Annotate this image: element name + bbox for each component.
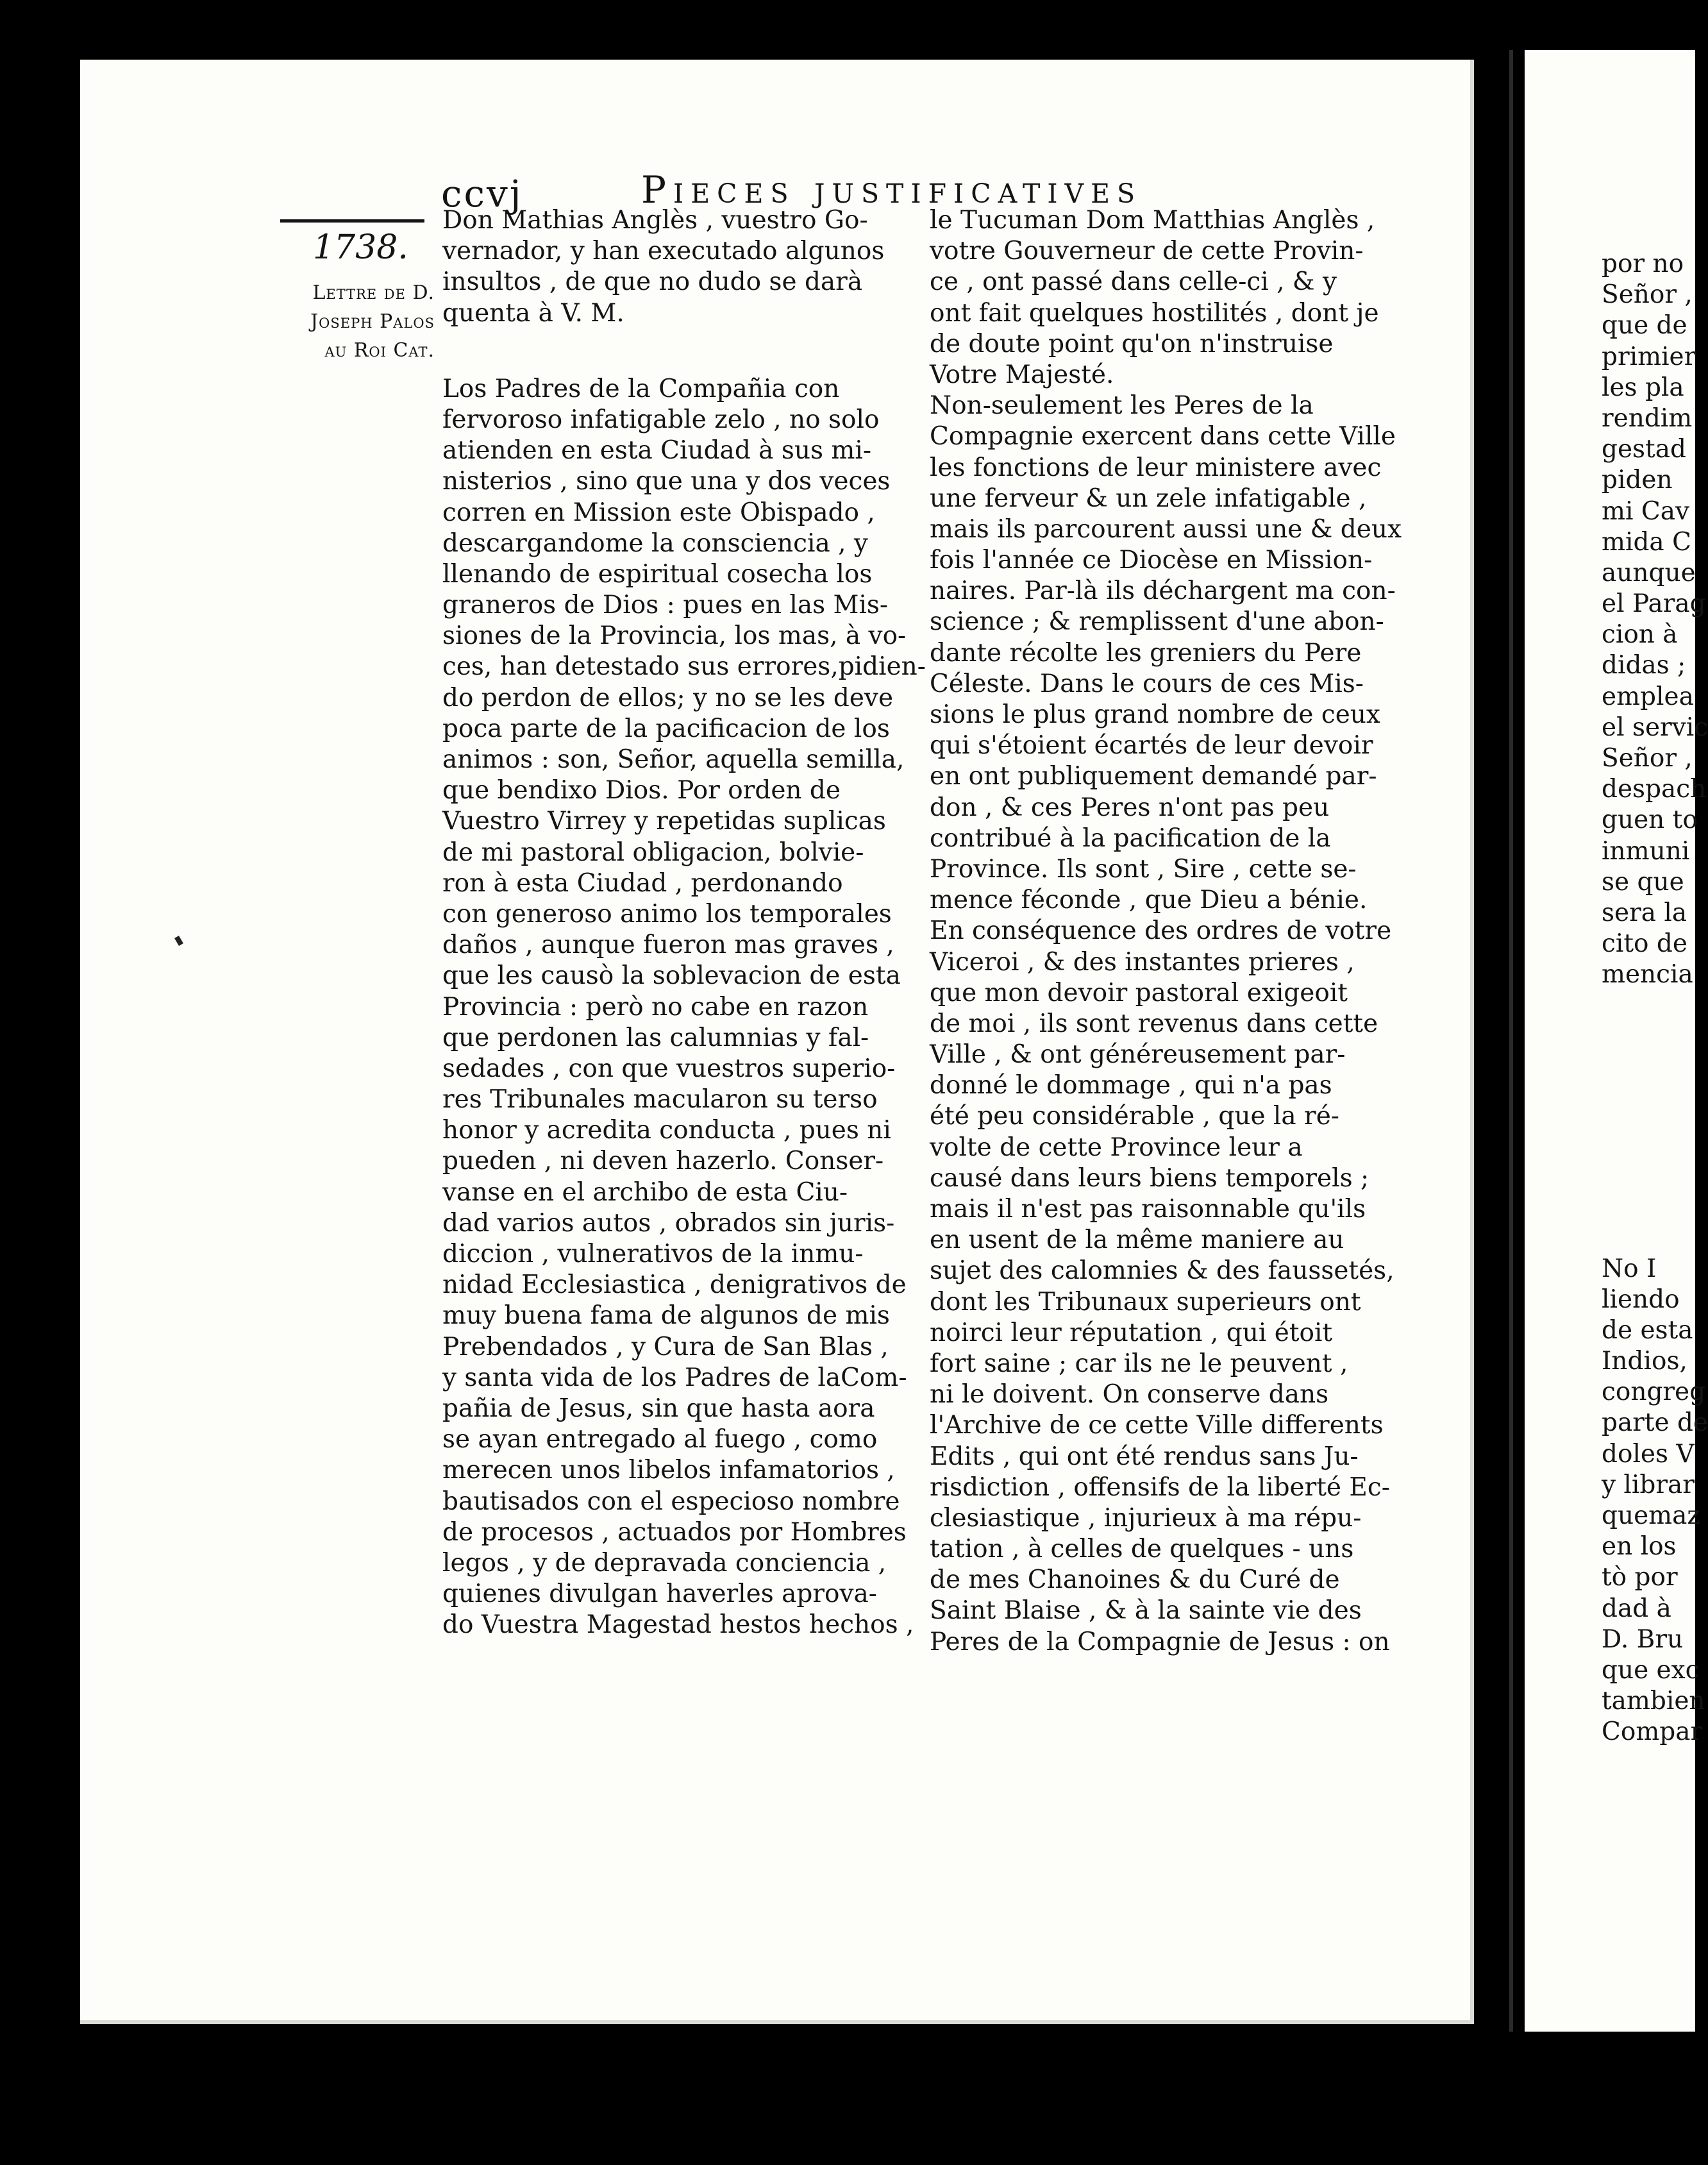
- right-page-text-line: que de: [1602, 311, 1687, 341]
- spanish-text-line: dad varios autos , obrados sin juris-: [442, 1208, 895, 1238]
- french-text-line: Province. Ils sont , Sire , cette se-: [930, 854, 1357, 884]
- spanish-text-line: pueden , ni deven hazerlo. Conser-: [442, 1147, 884, 1176]
- margin-note-line: au Roi Cat.: [324, 339, 435, 362]
- right-page-text-line: aunque: [1602, 558, 1696, 587]
- spanish-text-line: Don Mathias Anglès , vuestro Go-: [442, 206, 868, 235]
- right-page-text-line: D. Bru: [1602, 1624, 1684, 1654]
- right-page-text-line: primier: [1602, 342, 1696, 371]
- french-text-line: ce , ont passé dans celle-ci , & y: [930, 267, 1337, 297]
- french-text-line: l'Archive de ce cette Ville differents: [930, 1411, 1384, 1440]
- right-page-text-line: guen to: [1602, 805, 1698, 835]
- spanish-text-line: ces, han detestado sus errores,pidien-: [442, 652, 926, 682]
- right-page-text-line: mida C: [1602, 527, 1691, 557]
- french-text-line: risdiction , offensifs de la liberté Ec-: [930, 1472, 1390, 1502]
- french-text-line: dante récolte les greniers du Pere: [930, 638, 1362, 668]
- right-page-text-line: quemaz: [1602, 1501, 1700, 1530]
- french-text-line: votre Gouverneur de cette Provin-: [930, 237, 1364, 266]
- spanish-text-line: que les causò la soblevacion de esta: [442, 961, 901, 991]
- right-page-text-line: despach: [1602, 775, 1707, 804]
- french-text-line: que mon devoir pastoral exigeoit: [930, 978, 1348, 1007]
- right-page-text-line: liendo: [1602, 1285, 1680, 1314]
- right-page-text-line: en los: [1602, 1532, 1677, 1562]
- spanish-text-line: Prebendados , y Cura de San Blas ,: [442, 1332, 889, 1361]
- spanish-text-column: [442, 205, 926, 1640]
- french-text-line: naires. Par-là ils déchargent ma con-: [930, 577, 1396, 606]
- spanish-text-line: vanse en el archibo de esta Ciu-: [442, 1177, 848, 1207]
- french-text-line: de mes Chanoines & du Curé de: [930, 1565, 1340, 1595]
- french-text-line: de doute point qu'on n'instruise: [930, 329, 1334, 358]
- spanish-text-line: que bendixo Dios. Por orden de: [442, 776, 841, 805]
- french-text-line: Saint Blaise , & à la sainte vie des: [930, 1596, 1362, 1626]
- spanish-text-line: diccion , vulnerativos de la inmu-: [442, 1240, 864, 1268]
- header-rule: [280, 219, 424, 223]
- right-page-text-line: didas ;: [1602, 651, 1686, 680]
- spanish-text-line: legos , y de depravada conciencia ,: [442, 1548, 887, 1578]
- right-page-text-line: No I: [1602, 1254, 1657, 1283]
- margin-note: [281, 278, 435, 365]
- spanish-text-line: vernador, y han executado algunos: [442, 237, 885, 266]
- spanish-text-line: do Vuestra Magestad hestos hechos ,: [442, 1610, 914, 1640]
- french-text-line: En conséquence des ordres de votre: [930, 916, 1392, 946]
- french-text-line: été peu considérable , que la ré-: [930, 1102, 1339, 1131]
- right-page-text-line: dad à: [1602, 1594, 1671, 1623]
- french-text-line: tation , à celles de quelques - uns: [930, 1535, 1354, 1564]
- right-page-text-line: Señor ,: [1602, 744, 1693, 773]
- right-page-text-line: que exc: [1602, 1655, 1700, 1685]
- french-text-line: don , & ces Peres n'ont pas peu: [930, 793, 1330, 822]
- french-text-line: de moi , ils sont revenus dans cette: [930, 1009, 1378, 1038]
- spanish-text-line: animos : son, Señor, aquella semilla,: [442, 745, 905, 774]
- french-text-line: les fonctions de leur ministere avec: [930, 453, 1382, 482]
- french-text-line: mais ils parcourent aussi une & deux: [930, 514, 1402, 544]
- french-text-line: ni le doivent. On conserve dans: [930, 1380, 1329, 1410]
- spanish-text-line: Vuestro Virrey y repetidas suplicas: [442, 807, 886, 836]
- right-page-text-line: les pla: [1602, 373, 1684, 402]
- spanish-text-line: y santa vida de los Padres de laCom-: [442, 1363, 907, 1392]
- margin-note-line: Joseph Palos: [310, 310, 435, 333]
- spanish-text-line: muy buena fama de algunos de mis: [442, 1301, 890, 1331]
- french-text-line: Viceroi , & des instantes prieres ,: [930, 947, 1355, 977]
- right-page-text-column: [1602, 249, 1708, 1748]
- spanish-text-line: corren en Mission este Obispado ,: [442, 498, 875, 527]
- french-text-line: causé dans leurs biens temporels ;: [930, 1163, 1369, 1193]
- spanish-text-line: que perdonen las calumnias y fal-: [442, 1023, 869, 1052]
- french-text-line: contribué à la pacification de la: [930, 823, 1331, 853]
- margin-note-line: Lettre de D.: [312, 282, 435, 304]
- page-gutter: [1509, 50, 1513, 2032]
- french-text-line: mence féconde , que Dieu a bénie.: [930, 886, 1368, 915]
- french-text-line: Non-seulement les Peres de la: [930, 391, 1314, 421]
- french-text-line: fois l'année ce Diocèse en Mission-: [930, 546, 1373, 575]
- right-page-text-line: mencia: [1602, 960, 1693, 990]
- right-page-text-line: cito de: [1602, 929, 1687, 959]
- margin-year: 1738.: [313, 228, 408, 267]
- right-page-text-line: inmuni: [1602, 836, 1690, 866]
- right-page-text-line: cion à: [1602, 620, 1678, 650]
- french-text-line: clesiastique , injurieux à ma répu-: [930, 1503, 1362, 1533]
- right-page-text-line: Indios,: [1602, 1347, 1687, 1376]
- right-page-text-line: el servic: [1602, 712, 1708, 742]
- french-text-line: donné le dommage , qui n'a pas: [930, 1071, 1332, 1100]
- right-page-text-line: se que: [1602, 867, 1684, 897]
- french-text-line: dont les Tribunaux superieurs ont: [930, 1287, 1361, 1317]
- right-page-text-line: piden: [1602, 466, 1673, 495]
- right-page-text-line: de esta: [1602, 1315, 1693, 1345]
- page-folio: ccvj: [441, 172, 523, 215]
- spanish-text-line: nisterios , sino que una y dos veces: [442, 467, 891, 496]
- french-text-line: qui s'étoient écartés de leur devoir: [930, 731, 1373, 761]
- right-page-text-line: mi Cav: [1602, 496, 1689, 526]
- spanish-text-line: Provincia : però no cabe en razon: [442, 992, 869, 1022]
- french-text-line: ont fait quelques hostilités , dont je: [930, 298, 1379, 328]
- right-page-text-line: congreg: [1602, 1377, 1706, 1407]
- spanish-text-line: daños , aunque fueron mas graves ,: [442, 931, 894, 960]
- right-page-text-line: Señor ,: [1602, 280, 1693, 310]
- french-text-line: Compagnie exercent dans cette Ville: [930, 422, 1396, 451]
- spanish-text-line: fervoroso infatigable zelo , no solo: [442, 405, 880, 434]
- spanish-text-line: quienes divulgan haverles aprova-: [442, 1580, 877, 1609]
- french-text-line: Ville , & ont généreusement par-: [930, 1040, 1346, 1070]
- right-page-text-line: emplea: [1602, 682, 1694, 711]
- right-page-text-line: el Parag: [1602, 589, 1706, 619]
- french-text-line: Edits , qui ont été rendus sans Ju-: [930, 1442, 1359, 1471]
- french-text-column: [930, 205, 1402, 1658]
- right-book-page-fragment: [1525, 50, 1708, 2032]
- spanish-text-line: con generoso animo los temporales: [442, 899, 892, 929]
- spanish-text-line: res Tribunales macularon su terso: [442, 1085, 878, 1115]
- spanish-text-line: descargandome la consciencia , y: [442, 528, 868, 558]
- right-page-text-line: doles V: [1602, 1439, 1695, 1469]
- french-text-line: le Tucuman Dom Matthias Anglès ,: [930, 206, 1375, 235]
- right-page-text-line: sera la: [1602, 898, 1687, 927]
- spanish-text-line: honor y acredita conducta , pues ni: [442, 1116, 891, 1145]
- french-text-line: science ; & remplissent d'une abon-: [930, 607, 1384, 637]
- right-page-text-line: gestad: [1602, 435, 1686, 464]
- spanish-text-line: pañia de Jesus, sin que hasta aora: [442, 1394, 875, 1423]
- spanish-text-line: atienden en esta Ciudad à sus mi-: [442, 436, 871, 466]
- french-text-line: fort saine ; car ils ne le peuvent ,: [930, 1349, 1348, 1378]
- spanish-text-line: insultos , de que no dudo se darà: [442, 267, 863, 297]
- french-text-line: sujet des calomnies & des faussetés,: [930, 1256, 1394, 1286]
- spanish-text-line: de procesos , actuados por Hombres: [442, 1517, 907, 1547]
- spanish-text-line: poca parte de la pacificacion de los: [442, 714, 890, 743]
- french-text-line: noirci leur réputation , qui étoit: [930, 1318, 1333, 1347]
- spanish-text-line: quenta à V. M.: [442, 298, 624, 328]
- spanish-text-line: de mi pastoral obligacion, bolvie-: [442, 838, 864, 867]
- spanish-text-line: llenando de espiritual cosecha los: [442, 559, 873, 589]
- french-text-line: Peres de la Compagnie de Jesus : on: [930, 1627, 1390, 1656]
- spanish-text-line: ron à esta Ciudad , perdonando: [442, 868, 843, 898]
- spanish-text-line: siones de la Provincia, los mas, à vo-: [442, 621, 907, 651]
- french-text-line: Céleste. Dans le cours de ces Mis-: [930, 669, 1364, 698]
- spanish-text-line: graneros de Dios : pues en las Mis-: [442, 591, 889, 620]
- french-text-line: en usent de la même maniere au: [930, 1226, 1344, 1255]
- spanish-text-line: Los Padres de la Compañia con: [442, 374, 840, 403]
- right-page-text-line: Compar: [1602, 1717, 1703, 1747]
- spanish-text-line: do perdon de ellos; y no se les deve: [442, 683, 894, 712]
- right-page-text-line: parte de: [1602, 1408, 1708, 1438]
- spanish-text-line: se ayan entregado al fuego , como: [442, 1425, 878, 1454]
- french-text-line: volte de cette Province leur a: [930, 1133, 1303, 1162]
- right-page-text-line: tambien: [1602, 1687, 1705, 1716]
- spanish-text-line: sedades , con que vuestros superio-: [442, 1054, 896, 1083]
- right-page-text-line: por no: [1602, 249, 1684, 278]
- french-text-line: sions le plus grand nombre de ceux: [930, 700, 1380, 729]
- paragraph-gap: [442, 329, 904, 374]
- right-page-text-line: rendim: [1602, 403, 1693, 433]
- right-page-text-line: tò por: [1602, 1563, 1678, 1592]
- right-page-text-line: y librar: [1602, 1470, 1695, 1499]
- spanish-text-line: nidad Ecclesiastica , denigrativos de: [442, 1270, 907, 1300]
- french-text-line: Votre Majesté.: [930, 360, 1114, 389]
- french-text-line: mais il n'est pas raisonnable qu'ils: [930, 1195, 1366, 1224]
- spanish-text-line: bautisados con el especioso nombre: [442, 1487, 900, 1516]
- french-text-line: en ont publiquement demandé par-: [930, 762, 1377, 791]
- french-text-line: une ferveur & un zele infatigable ,: [930, 484, 1367, 513]
- spanish-text-line: merecen unos libelos infamatorios ,: [442, 1456, 895, 1485]
- paragraph-gap: [1602, 991, 1708, 1254]
- running-title: Pieces justificatives: [641, 168, 1143, 212]
